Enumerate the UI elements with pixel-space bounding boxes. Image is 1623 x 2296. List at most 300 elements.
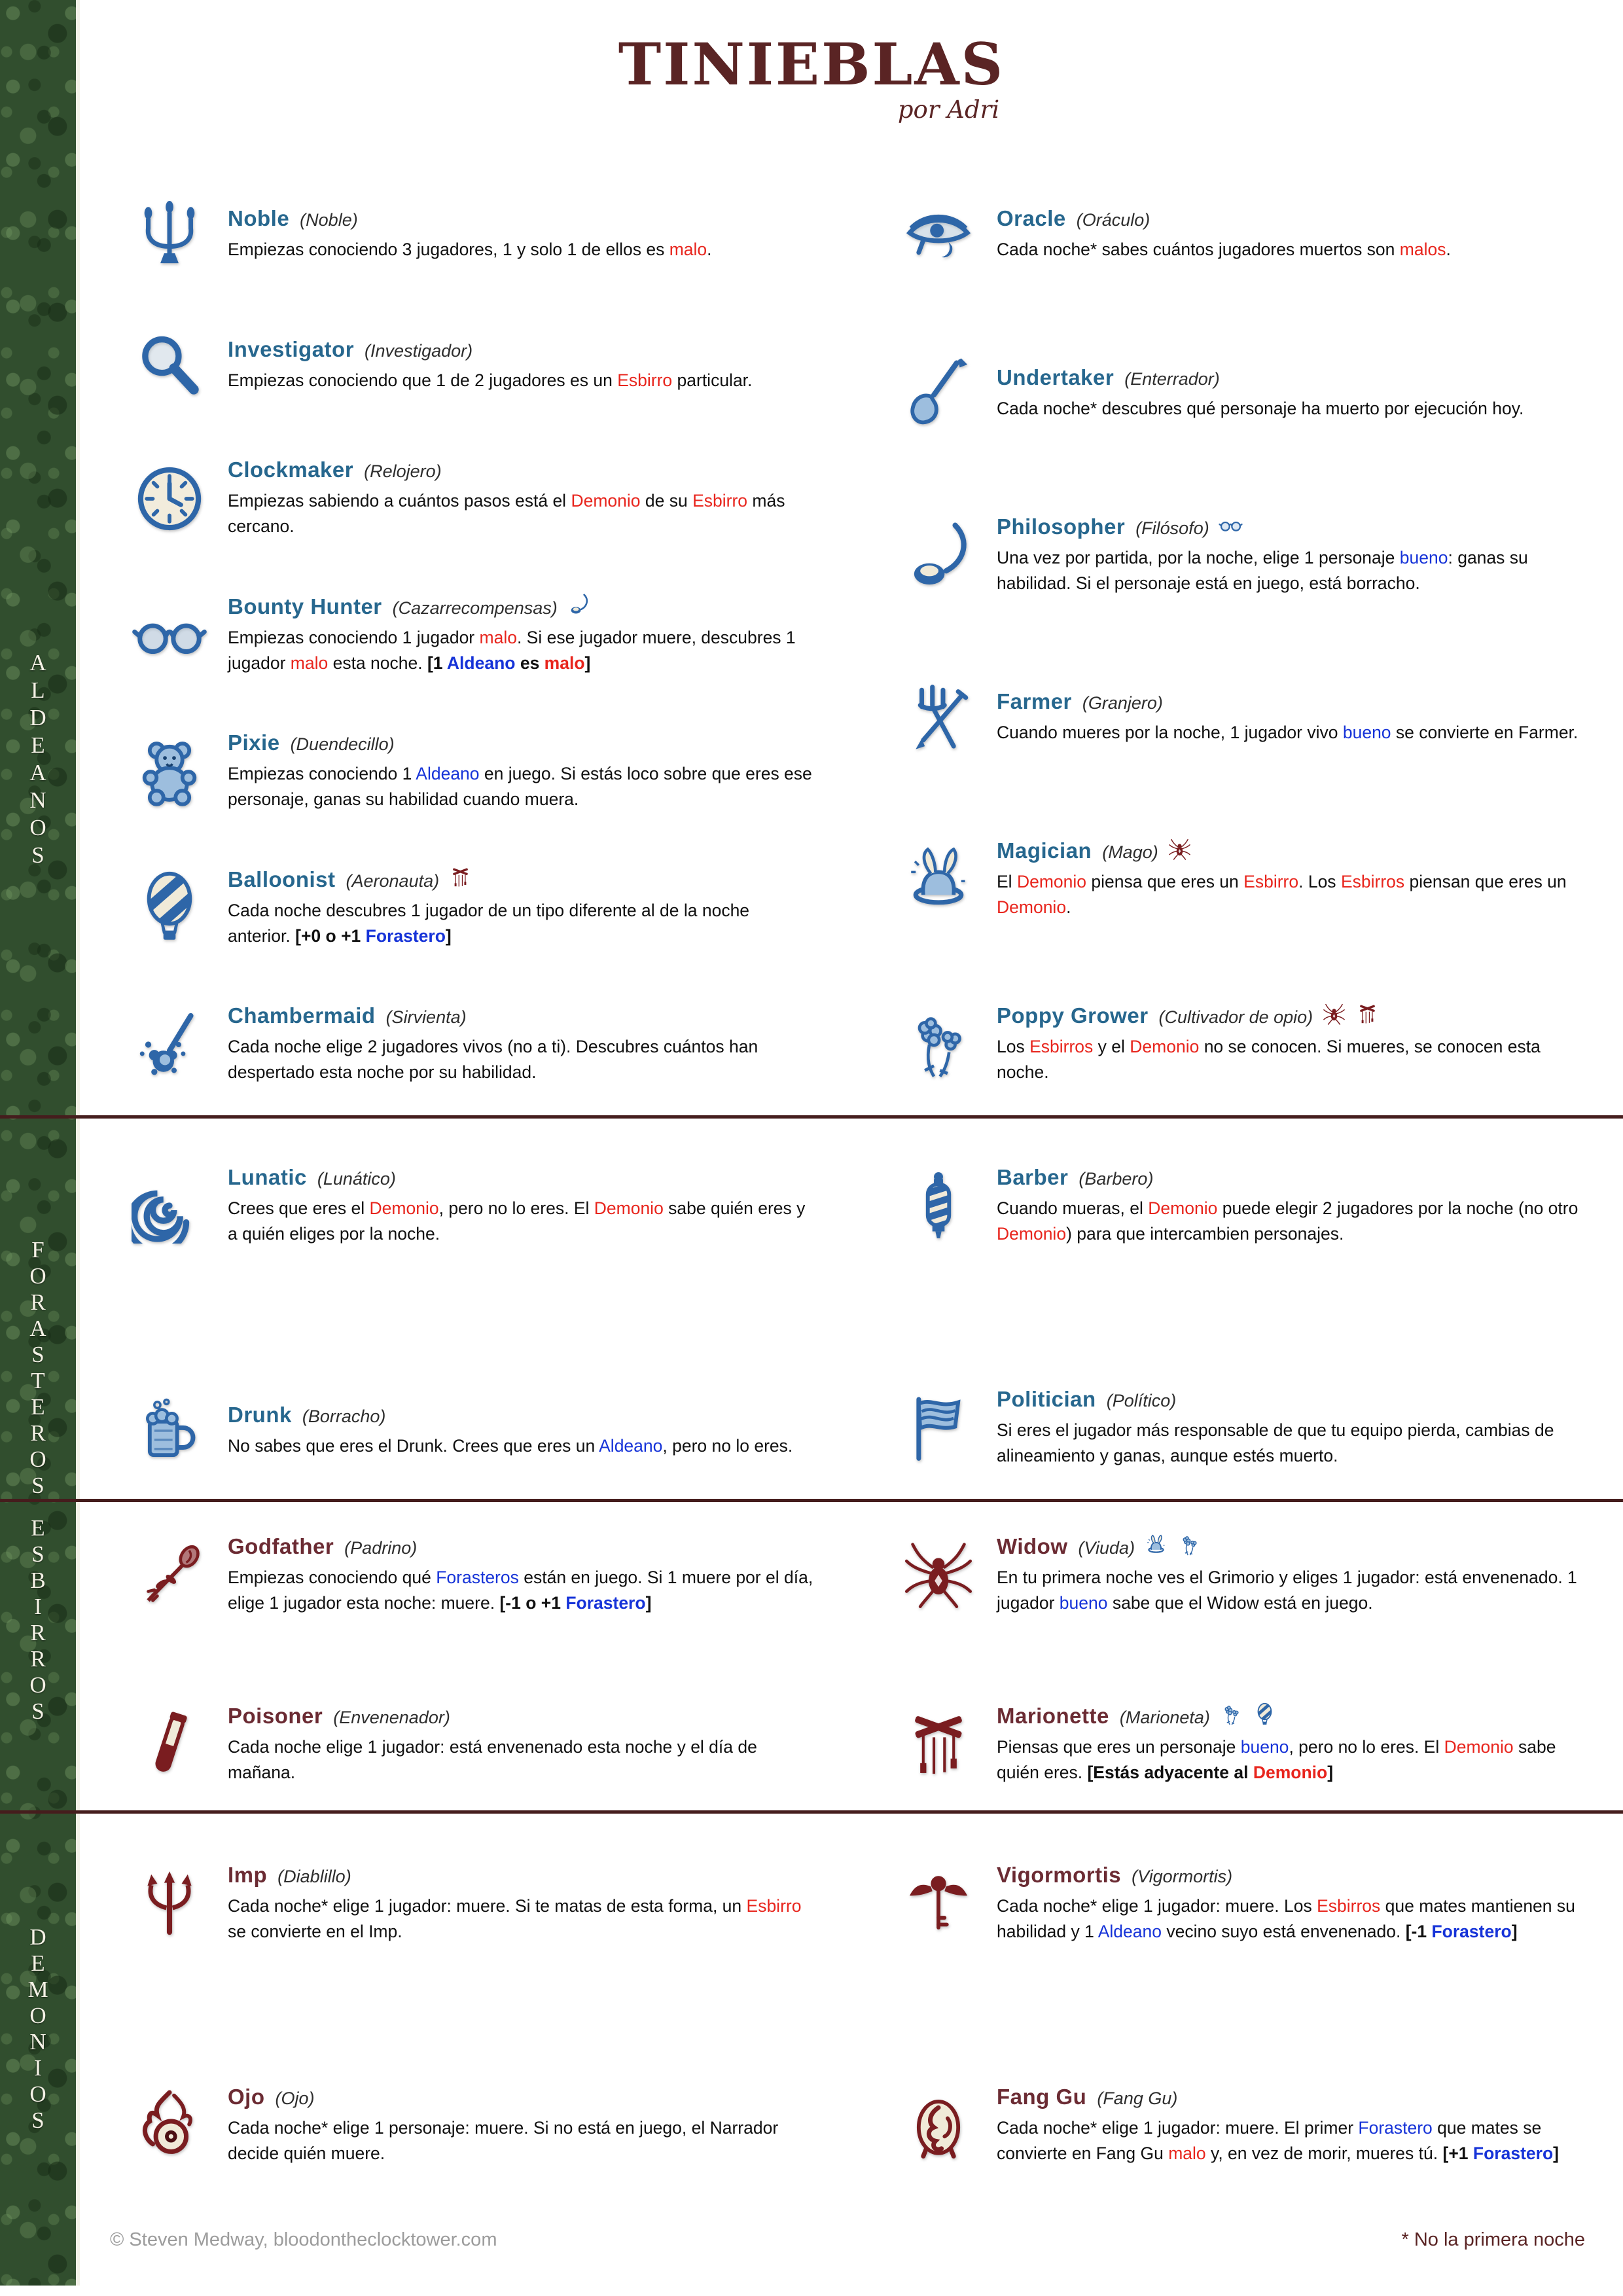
marionette-icon [1355,1002,1380,1026]
ability-text: , pero no lo eres. El [438,1198,594,1218]
sidebar-letter: O [29,2081,46,2107]
sidebar-letter: S [31,842,45,868]
character-name: Politician [997,1387,1096,1412]
sidebar-letter: E [31,732,45,758]
character-text [228,2085,815,2166]
character-icon-wrap [900,518,977,594]
character-name: Investigator [228,336,355,361]
ability-text: ] [445,925,452,946]
character-ability [228,1565,815,1616]
character-text [997,514,1584,596]
sidebar-letter: R [30,1420,46,1446]
sidebar-label-demonios [0,1924,76,2134]
ability-text: sabe quién eres. [997,1737,1556,1783]
character-clockmaker [131,457,815,539]
ability-text: ) para que intercambien personajes. [1066,1223,1344,1244]
ability-text: malos [1399,240,1446,260]
character-translation: (Granjero) [1082,693,1163,713]
ability-text: Los [997,1037,1030,1057]
character-name-row [228,1003,815,1028]
sidebar [0,0,80,2286]
column-left [131,196,815,1085]
character-godfather [131,1534,815,1616]
character-text [228,1704,815,1785]
ability-text: Aldeano [446,653,516,673]
character-farmer [900,679,1584,755]
character-ability [997,720,1584,745]
ability-text: Forastero [565,1592,646,1613]
ability-text: piensa que eres un [1086,872,1244,892]
ability-text: Demonio [997,1223,1067,1244]
ability-text: malo [290,653,329,673]
character-translation: (Vigormortis) [1132,1867,1233,1886]
character-text [997,2085,1584,2166]
character-name: Farmer [997,689,1072,714]
character-translation: (Aeronauta) [346,870,440,891]
ability-text: Cada noche* elige 1 jugador: muere. Los [997,1896,1317,1916]
ability-text: [+0 o +1 [295,925,366,946]
sidebar-letter: E [31,1394,45,1420]
character-ability [997,2115,1584,2166]
character-text [997,1165,1584,1247]
character-translation: (Sirvienta) [385,1007,467,1028]
character-name: Godfather [228,1534,334,1558]
sidebar-letter: D [29,705,46,730]
character-text [228,206,815,262]
ability-text: sabe que el Widow está en juego. [1107,1592,1373,1613]
character-text [997,838,1584,920]
ability-text: Esbirros [1317,1896,1381,1916]
ability-text: Demonio [369,1198,439,1218]
column-left [131,1863,815,2166]
character-icon-wrap [900,196,977,272]
character-name: Pixie [228,730,280,755]
ability-text: vecino suyo está envenenado. [1161,1921,1406,1941]
spider-icon [1168,837,1192,861]
character-translation: (Borracho) [302,1407,386,1427]
ability-text: bueno [1342,723,1391,743]
character-translation: (Lunático) [317,1169,396,1189]
ability-text: [1 [427,653,447,673]
character-translation: (Político) [1106,1391,1177,1411]
ability-text: Una vez por partida, por la noche, elige 1 personaje [997,548,1400,568]
character-name: Chambermaid [228,1003,376,1028]
column-left [131,1165,815,1469]
ability-text: Cada noche descubres 1 jugador de un tipo diferente al de la noche anterior. [228,900,750,946]
sidebar-label-forasteros [0,1237,76,1499]
character-text [228,1165,815,1247]
character-translation: (Marioneta) [1119,1708,1210,1728]
character-translation: (Ojo) [275,2089,315,2109]
eye-of-horus-icon [901,196,976,272]
ability-text: Empiezas conociendo 3 jugadores, 1 y solo 1 de ellos es [228,240,669,260]
character-name-row [997,1165,1584,1190]
first-night-footnote: * No la primera noche [1401,2229,1585,2250]
character-text [228,867,815,949]
ability-text: piensan que eres un [1404,872,1567,892]
character-ability [228,1893,815,1945]
ability-text: Si eres el jugador más responsable de que tu equipo pierda, cambias de alineamiento y ganas, aunque estés muerto. [997,1420,1554,1466]
barber-pole-icon [901,1168,976,1244]
sidebar-letter: D [29,1924,46,1950]
ability-text: Esbirro [617,370,673,390]
ability-text: : ganas su habilidad. Si el personaje está en juego, está borracho. [997,548,1528,594]
character-icon-wrap [900,1168,977,1244]
rose-icon [132,1537,207,1613]
ability-text: , pero no lo eres. El [1289,1737,1444,1757]
character-ability [997,1893,1584,1945]
ability-text: ] [584,653,591,673]
character-text [997,1387,1584,1469]
ability-text: Empiezas sabiendo a cuántos pasos está el [228,491,571,511]
character-list [131,164,1584,2212]
character-name-row [228,206,815,231]
ability-text: están en juego. Si 1 muere por el día, elige 1 jugador esta noche: muere. [228,1568,813,1613]
character-icon-wrap [900,355,977,431]
character-marionette [900,1704,1584,1785]
character-politician [900,1387,1584,1469]
character-translation: (Oráculo) [1076,210,1150,230]
sidebar-letter: S [31,1698,45,1724]
character-icon-wrap [131,1168,208,1244]
pitchfork-icon [901,679,976,755]
ability-text: y el [1093,1037,1130,1057]
ability-text: Aldeano [599,1436,663,1456]
character-text [997,206,1584,262]
ability-text: Esbirro [1243,872,1299,892]
ability-text: . [707,240,712,260]
character-undertaker [900,355,1584,431]
character-text [228,1003,815,1085]
character-oracle [900,196,1584,272]
ability-text: bueno [1059,1592,1108,1613]
character-ability [997,237,1584,262]
column-right [900,1534,1584,1785]
ability-text: en juego. Si estás loco sobre que eres ese personaje, ganas su habilidad cuando muera. [228,764,812,810]
character-text [997,1003,1584,1085]
character-name-row [997,689,1584,714]
flaming-eye-icon [132,2088,207,2164]
character-name-row [997,1704,1584,1729]
character-name-row [228,1704,815,1729]
sidebar-letter: T [31,1368,45,1393]
character-name: Barber [997,1165,1069,1189]
character-translation: (Viuda) [1078,1538,1135,1558]
character-name: Fang Gu [997,2085,1087,2109]
magnifier-icon [132,327,207,403]
ability-text: Cada noche* elige 1 jugador: muere. El primer [997,2118,1359,2138]
ability-text: El [997,872,1017,892]
ability-text: Cada noche* elige 1 personaje: muere. Si no está en juego, el Narrador decide quién muere. [228,2118,779,2164]
ability-text: Demonio [997,897,1067,918]
character-name-row [228,2085,815,2109]
ability-text: Empiezas conociendo 1 [228,764,416,784]
sidebar-label-aldeanos [0,649,76,869]
ability-text: . Si ese jugador muere, descubres 1 jugador [228,627,796,673]
character-vigormortis [900,1863,1584,1945]
ability-text: Cada noche elige 2 jugadores vivos (no a ti). Descubres cuántos han despertado esta noche por su habilidad. [228,1037,758,1083]
ability-text: ] [645,1592,652,1613]
ability-text: Cada noche* descubres qué personaje ha muerto por ejecución hoy. [997,399,1524,419]
sidebar-letter: O [29,1446,46,1472]
character-name-row [228,1165,815,1190]
character-icon-wrap [131,1865,208,1941]
sidebar-letter: M [27,1977,48,2002]
character-icon-wrap [131,327,208,403]
ability-text: . [1066,897,1071,918]
character-icon-wrap [131,196,208,272]
column-right [900,196,1584,1085]
ability-text: malo [479,627,517,647]
flag-icon [901,1390,976,1466]
ability-text: [+1 [1442,2144,1473,2164]
teddy-bear-icon [132,734,207,810]
character-name: Lunatic [228,1165,307,1189]
poppy-icon [901,1007,976,1083]
character-translation: (Noble) [300,210,358,230]
poppy-icon [1219,1702,1243,1727]
sidebar-letter: R [30,1620,46,1645]
ability-text: esta noche. [328,653,427,673]
ability-text: Empiezas conociendo 1 jugador [228,627,480,647]
sidebar-letter: E [31,1950,45,1976]
character-text [228,1403,815,1459]
sidebar-letter: O [29,1263,46,1289]
character-text [997,1863,1584,1945]
footer [110,2229,1585,2251]
ability-text: Forastero [1472,2144,1554,2164]
character-translation: (Enterrador) [1124,369,1220,389]
character-icon-wrap [131,1393,208,1469]
character-translation: (Fang Gu) [1097,2089,1178,2109]
ability-text: sabe quién eres y a quién eliges por la noche. [228,1198,806,1244]
column-left [131,1534,815,1785]
ability-text: Empiezas conociendo qué [228,1568,437,1587]
character-translation: (Investigador) [365,340,473,361]
ability-text: Forasteros [436,1568,519,1587]
character-text [228,1863,815,1945]
character-drunk [131,1393,815,1469]
character-name: Widow [997,1534,1068,1558]
character-name-row [997,838,1584,863]
ability-text: [-1 [1405,1921,1432,1941]
ability-text: Esbirros [1029,1037,1094,1057]
sidebar-letter: S [31,1473,45,1498]
ability-text: [Estás adyacente al [1087,1763,1253,1783]
page-title: TINIEBLAS [618,30,1005,98]
character-philosopher [900,514,1584,596]
character-name: Noble [228,206,290,231]
character-text [228,457,815,539]
ability-text: Cada noche* sabes cuántos jugadores muertos son [997,240,1400,260]
character-text [228,1534,815,1616]
character-balloonist [131,867,815,949]
ability-text: puede elegir 2 jugadores por la noche (no otro [1217,1198,1578,1218]
sidebar-letter: I [34,1594,42,1619]
character-icon-wrap [900,679,977,755]
section-esbirros [131,1499,1584,1810]
character-ability [997,396,1584,422]
ability-text: ] [1553,2144,1559,2164]
ability-text: que mates mantienen su habilidad y 1 [997,1896,1575,1941]
character-name-row [997,1387,1584,1412]
character-name-row [228,1403,815,1427]
ability-text: [-1 o +1 [499,1592,566,1613]
character-chambermaid [131,1003,815,1085]
character-translation: (Padrino) [344,1538,418,1558]
character-icon-wrap [131,870,208,946]
character-icon-wrap [900,1537,977,1613]
column-right [900,1165,1584,1469]
character-barber [900,1165,1584,1247]
ability-text: más cercano. [228,491,785,537]
character-icon-wrap [131,1537,208,1613]
sidebar-letter: S [31,1342,45,1367]
spiral-icon [132,1168,207,1244]
character-pixie [131,730,815,812]
character-name-row [997,514,1584,539]
ability-text: . Los [1298,872,1341,892]
character-name: Oracle [997,206,1066,231]
ability-text: Aldeano [1097,1921,1162,1941]
character-icon-wrap [131,1707,208,1783]
character-ability [228,898,815,949]
ability-text: Esbirro [746,1896,802,1916]
character-name: Balloonist [228,867,336,891]
character-name: Philosopher [997,514,1126,539]
test-tube-icon [132,1707,207,1783]
fang-gu-head-icon [901,2088,976,2164]
ability-text: ] [1511,1921,1518,1941]
character-name-row [228,337,815,362]
character-name-row [997,2085,1584,2109]
ability-text: Cada noche elige 1 jugador: está envenenado esta noche y el día de mañana. [228,1737,757,1783]
sidebar-letter: O [29,815,46,840]
sidebar-letter: I [34,2055,42,2081]
sidebar-letter: A [29,760,46,785]
ability-text: Crees que eres el [228,1198,370,1218]
ability-text: bueno [1240,1737,1289,1757]
spectacles-icon [132,597,207,673]
trident-icon [132,1865,207,1941]
ability-text: . [1446,240,1451,260]
ability-text: se convierte en el Imp. [228,1921,402,1941]
ability-text: En tu primera noche ves el Grimorio y eliges 1 jugador: está envenenado. 1 jugador [997,1568,1577,1613]
shovel-icon [901,355,976,431]
character-name: Ojo [228,2085,265,2109]
sidebar-letter: B [30,1568,46,1593]
character-name: Clockmaker [228,457,354,482]
character-ability [228,488,815,539]
ability-text: Aldeano [416,764,480,784]
character-text [997,1704,1584,1785]
ability-text: Empiezas conociendo que 1 de 2 jugadores es un [228,370,618,390]
character-bounty-hunter [131,594,815,676]
sidebar-letter: N [29,787,46,813]
magician-hat-icon [1144,1533,1168,1557]
character-ability [228,1196,815,1247]
copyright-text: © Steven Medway, bloodontheclocktower.com [110,2229,497,2250]
character-ability [997,1196,1584,1247]
character-poisoner [131,1704,815,1785]
sidebar-label-esbirros [0,1515,76,1725]
spider-icon [1322,1002,1346,1026]
title-block [618,30,1005,124]
character-name-row [997,1863,1584,1888]
character-ability [228,1734,815,1785]
character-text [997,365,1584,422]
character-translation: (Duendecillo) [290,734,395,755]
character-translation: (Mago) [1102,842,1158,863]
character-name-row [228,1863,815,1888]
character-text [997,1534,1584,1616]
character-icon-wrap [131,597,208,673]
ability-text: se convierte en Farmer. [1391,723,1578,743]
ability-text: y, en vez de morir, mueres tú. [1205,2144,1443,2164]
ability-text: Demonio [1130,1037,1200,1057]
character-icon-wrap [900,1707,977,1783]
character-ability [997,1565,1584,1616]
character-name: Undertaker [997,365,1115,390]
sidebar-letter: F [31,1237,45,1263]
character-poppy-grower [900,1003,1584,1085]
character-icon-wrap [131,1007,208,1083]
character-imp [131,1863,815,1945]
ability-text: particular. [672,370,753,390]
character-widow [900,1534,1584,1616]
character-icon-wrap [900,1007,977,1083]
section-aldeanos [131,164,1584,1115]
ability-text: no se conocen. Si mueres, se conocen esta noche. [997,1037,1541,1082]
character-name: Magician [997,838,1092,863]
ability-text: Cuando mueres por la noche, 1 jugador vivo [997,723,1343,743]
column-right [900,1863,1584,2166]
character-name-row [228,730,815,755]
character-name-row [997,1003,1584,1028]
ability-text: Demonio [1444,1737,1514,1757]
ability-text: No sabes que eres el Drunk. Crees que eres un [228,1436,599,1456]
character-text [228,730,815,812]
balloon-icon [1253,1702,1277,1727]
beer-mug-icon [132,1393,207,1469]
character-name-row [228,867,815,892]
marionette-icon [448,865,473,889]
ability-text: es [515,653,544,673]
spectacles-icon [1219,513,1243,537]
character-lunatic [131,1165,815,1247]
marionette-icon [901,1707,976,1783]
sidebar-letter: R [30,1646,46,1672]
character-ojo [131,2085,815,2166]
ability-text: de su [640,491,693,511]
character-name: Poisoner [228,1704,323,1729]
character-name: Poppy Grower [997,1003,1149,1028]
character-text [997,689,1584,745]
character-ability [997,1734,1584,1785]
ability-text: Demonio [1016,872,1086,892]
ability-text: malo [669,240,707,260]
character-name: Imp [228,1863,268,1887]
character-translation: (Diablillo) [277,1867,351,1886]
header [0,30,1623,124]
character-translation: (Relojero) [364,461,442,482]
character-translation: (Barbero) [1079,1169,1154,1189]
magician-hat-icon [901,842,976,918]
section-forasteros [131,1115,1584,1499]
pipe-icon [901,518,976,594]
character-noble [131,196,815,272]
character-name: Marionette [997,1704,1109,1729]
